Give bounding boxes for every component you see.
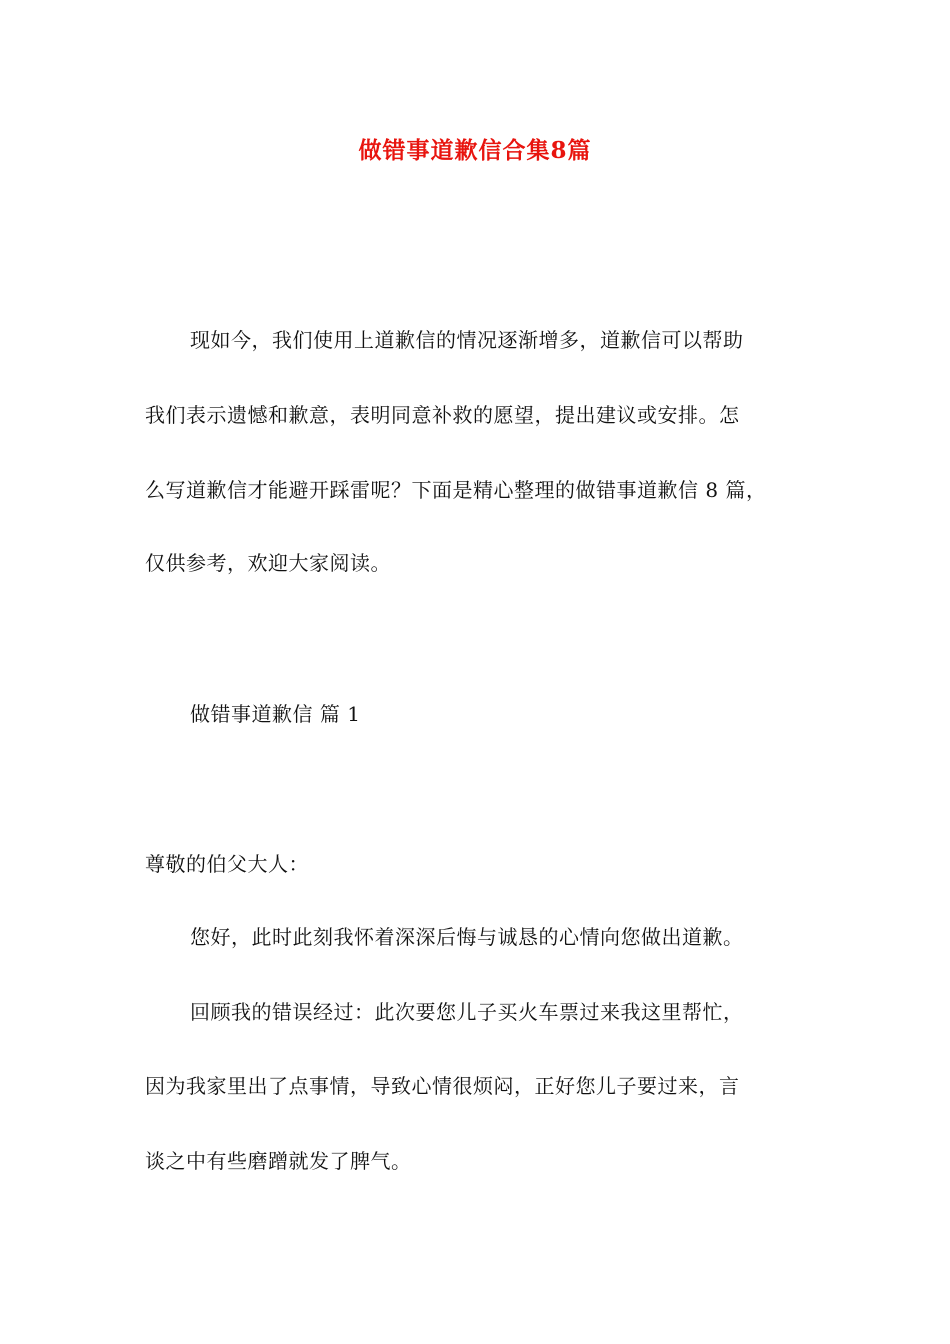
section-heading: 做错事道歉信 篇 1 <box>190 702 361 726</box>
intro-line-4: 仅供参考，欢迎大家阅读。 <box>145 551 391 575</box>
body-line-2: 回顾我的错误经过：此次要您儿子买火车票过来我这里帮忙， <box>190 1000 744 1024</box>
document-title: 做错事道歉信合集8篇 <box>358 137 592 164</box>
intro-line-2: 我们表示遗憾和歉意，表明同意补救的愿望，提出建议或安排。怎 <box>145 403 740 427</box>
letter-salutation: 尊敬的伯父大人： <box>145 852 309 876</box>
intro-line-1: 现如今，我们使用上道歉信的情况逐渐增多，道歉信可以帮助 <box>190 328 744 352</box>
body-line-1: 您好，此时此刻我怀着深深后悔与诚恳的心情向您做出道歉。 <box>190 925 744 949</box>
intro-line-3: 么写道歉信才能避开踩雷呢？下面是精心整理的做错事道歉信 8 篇， <box>145 478 767 502</box>
body-line-3: 因为我家里出了点事情，导致心情很烦闷，正好您儿子要过来，言 <box>145 1074 740 1098</box>
body-line-4: 谈之中有些磨蹭就发了脾气。 <box>145 1149 412 1173</box>
